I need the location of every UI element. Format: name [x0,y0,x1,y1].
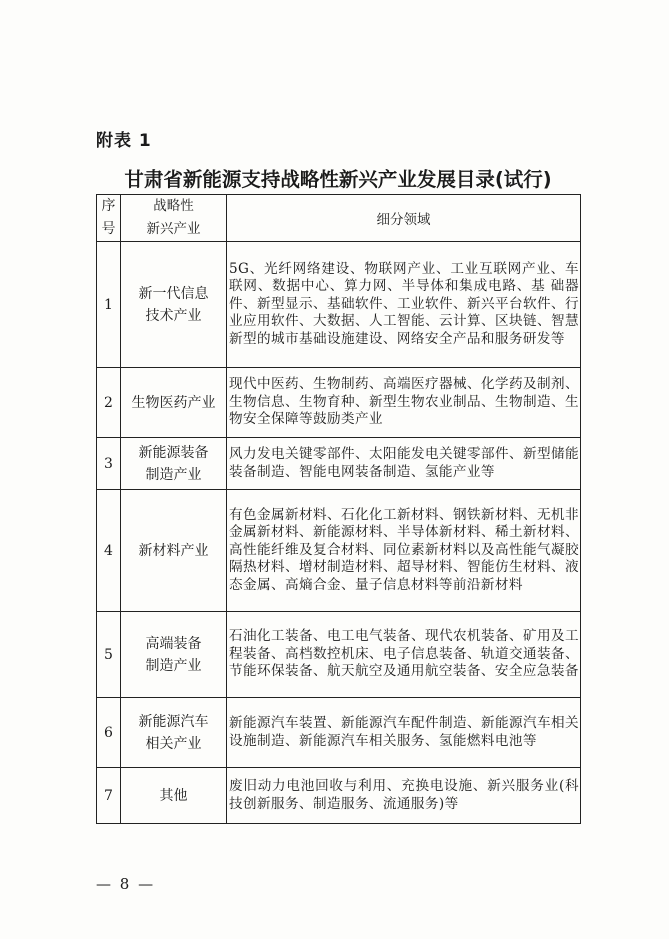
table-row [97,490,581,612]
row-industry: 生物医药产业 [121,368,227,438]
document-title: 甘肃省新能源支持战略性新兴产业发展目录(试行) [124,168,552,191]
row-industry: 新能源装备 制造产业 [121,438,227,490]
header-serial-number: 序 号 [97,195,121,242]
row-details: 风力发电关键零部件、太阳能发电关键零部件、新型储能装备制造、智能电网装备制造、氢能产业等 [227,438,581,490]
page-number: — 8 — [96,875,156,893]
row-details: 现代中医药、生物制药、高端医疗器械、化学药及制剂、生物信息、生物育种、新型生物农业制品、生物制造、生物安全保障等鼓励类产业 [227,368,581,438]
row-industry: 新材料产业 [121,490,227,612]
row-details: 石油化工装备、电工电气装备、现代农机装备、矿用及工程装备、高档数控机床、电子信息装备、轨道交通装备、节能环保装备、航天航空及通用航空装备、安全应急装备 [227,612,581,698]
table-header-row [97,195,581,242]
row-number: 5 [97,612,121,698]
row-details: 新能源汽车装置、新能源汽车配件制造、新能源汽车相关设施制造、新能源汽车相关服务、氢能燃料电池等 [227,698,581,768]
row-number: 1 [97,242,121,368]
attachment-label: 附表 1 [96,131,152,151]
row-number: 2 [97,368,121,438]
table-row [97,438,581,490]
row-number: 6 [97,698,121,768]
header-sub-fields: 细分领域 [227,195,581,242]
industry-catalog-table [96,194,581,824]
row-details: 有色金属新材料、石化化工新材料、钢铁新材料、无机非金属新材料、新能源材料、半导体新材料、稀土新材料、高性能纤维及复合材料、同位素新材料以及高性能气凝胶隔热材料、增材制造材料、超导材料、智能仿生材料、液态金属、高熵合金、量子信息材料等前沿新材料 [227,490,581,612]
row-industry: 新一代信息 技术产业 [121,242,227,368]
row-number: 3 [97,438,121,490]
row-industry: 新能源汽车 相关产业 [121,698,227,768]
table-row [97,612,581,698]
row-details: 5G、光纤网络建设、物联网产业、工业互联网产业、车联网、数据中心、算力网、半导体和集成电路、基 础器件、新型显示、基础软件、工业软件、新兴平台软件、行业应用软件、大数据、人工智能、云计算、区块链、智慧新型的城市基础设施建设、网络安全产品和服务研发等 [227,242,581,368]
row-industry: 高端装备 制造产业 [121,612,227,698]
table-row [97,698,581,768]
table-row [97,368,581,438]
row-number: 7 [97,768,121,824]
row-details: 废旧动力电池回收与利用、充换电设施、新兴服务业(科技创新服务、制造服务、流通服务)等 [227,768,581,824]
row-industry: 其他 [121,768,227,824]
header-strategic-industry: 战略性 新兴产业 [121,195,227,242]
table-row [97,768,581,824]
row-number: 4 [97,490,121,612]
table-row [97,242,581,368]
